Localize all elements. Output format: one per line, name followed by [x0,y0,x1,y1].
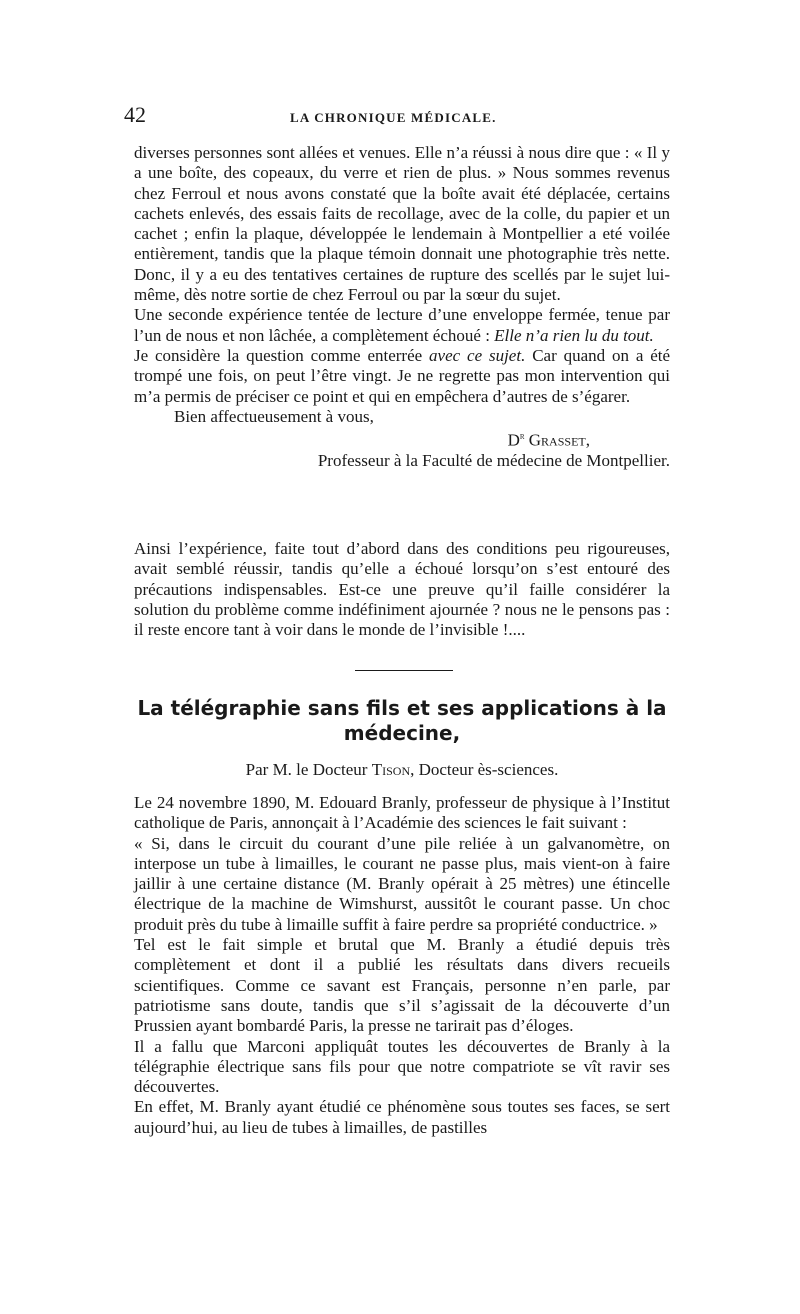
letter-paragraph-1: diverses personnes sont allées et venues. Elle n’a réussi à nous dire que : « Il y a une boîte, des copeaux, du verre et rien de plus. » Nous sommes revenus chez Ferroul et nous avons constaté que la boîte avait été déplacée, certains cachets enlevés, des essais faits de recollage, avec de la colle, du papier et un cachet ; enfin la plaque, développée le lendemain à Montpellier a eté voilée entièrement, tandis que la plaque témoin donnait une photographie très nette. Donc, il y a eu des tentatives certaines de rupture des scellés par le sujet lui-même, dès notre sortie de chez Ferroul ou par la sœur du sujet. [134,143,670,305]
letter-paragraph-3-end: Car quand on a été trompé une fois, on peut l’être vingt. Je ne regrette pas mon intervention qui m’a permis de préciser ce point et qui en empêchera d’autres de s’égarer. [134,345,671,406]
signature-prefix: D [507,430,520,450]
signature-title: Professeur à la Faculté de médecine de Montpellier. [317,451,670,471]
page-number: 42 [124,102,146,127]
section-divider [355,670,453,671]
article-paragraph-5: En effet, M. Branly ayant étudié ce phénomène sous toutes ses faces, se sert aujourd’hui, au lieu de tubes à limailles, de pastilles [134,1097,670,1137]
byline-author: Tison [371,760,411,779]
page-header [124,100,680,130]
article-title: La télégraphie sans fils et ses applications à la médecine, [137,696,667,745]
running-title: LA CHRONIQUE MÉDICALE. [290,110,497,125]
signature-sup: r [519,431,525,443]
letter-closing: Bien affectueusement à vous, [174,406,374,426]
byline-start: Par M. le Docteur [245,760,368,779]
signature-surname: Grasset, [528,430,590,450]
letter-paragraph-3 [134,346,670,407]
article-paragraph-2: « Si, dans le circuit du courant d’une pile reliée à un galvanomètre, on interpose un tube à limailles, le courant ne passe plus, mais vient-on à faire jaillir à une certaine distance (M. Branly opérait à 25 mètres) une étincelle électrique de la machine de Wimshurst, aussitôt le courant passe. Un choc produit près du tube à limaille suffit à faire perdre sa propriété conductrice. » [134,833,670,934]
letter-paragraph-2-italic: Elle n’a rien lu du tout. [494,325,654,345]
signature-name [134,427,670,451]
letter-paragraph-2 [134,305,670,346]
letter-continuation [134,143,670,471]
article-paragraph-4: Il a fallu que Marconi appliquât toutes les découvertes de Branly à la télégraphie électrique sans fils pour que notre compatriote se vît ravir ses découvertes. [134,1036,670,1097]
letter-paragraph-3-italic: avec ce sujet. [429,345,526,365]
article-paragraph-3: Tel est le fait simple et brutal que M. Branly a étudié depuis très complètement et dont il a publié les résultats dans divers recueils scientifiques. Comme ce savant est Français, personne n’en parle, par patriotisme sans doute, tandis que s’il s’agissait de la découverte d’un Prussien ayant bombardé Paris, la presse ne tarirait pas d’éloges. [134,935,670,1036]
letter-paragraph-2-text: Une seconde expérience tentée de lecture d’une enveloppe fermée, tenue par l’un de nous et non lâchée, a complètement échoué : [134,305,670,345]
article-body [134,793,670,1138]
article-paragraph-1: Le 24 novembre 1890, M. Edouard Branly, professeur de physique à l’Institut catholique de Paris, annonçait à l’Académie des sciences le fait suivant : [134,793,670,833]
commentary-paragraph: Ainsi l’expérience, faite tout d’abord dans des conditions peu rigoureuses, avait semblé réussir, tandis qu’elle a échoué lorsqu’on s’est entouré des précautions indispensables. Est-ce une preuve qu’il faille considérer la solution du problème comme indéfiniment ajournée ? nous ne le pensons pas : il reste encore tant à voir dans le monde de l’invisible !.... [134,539,670,640]
commentary-block [134,539,670,640]
article-byline [134,760,670,780]
letter-paragraph-3-start: Je considère la question comme enterrée [134,345,423,365]
byline-end: , Docteur ès-sciences. [410,760,559,779]
